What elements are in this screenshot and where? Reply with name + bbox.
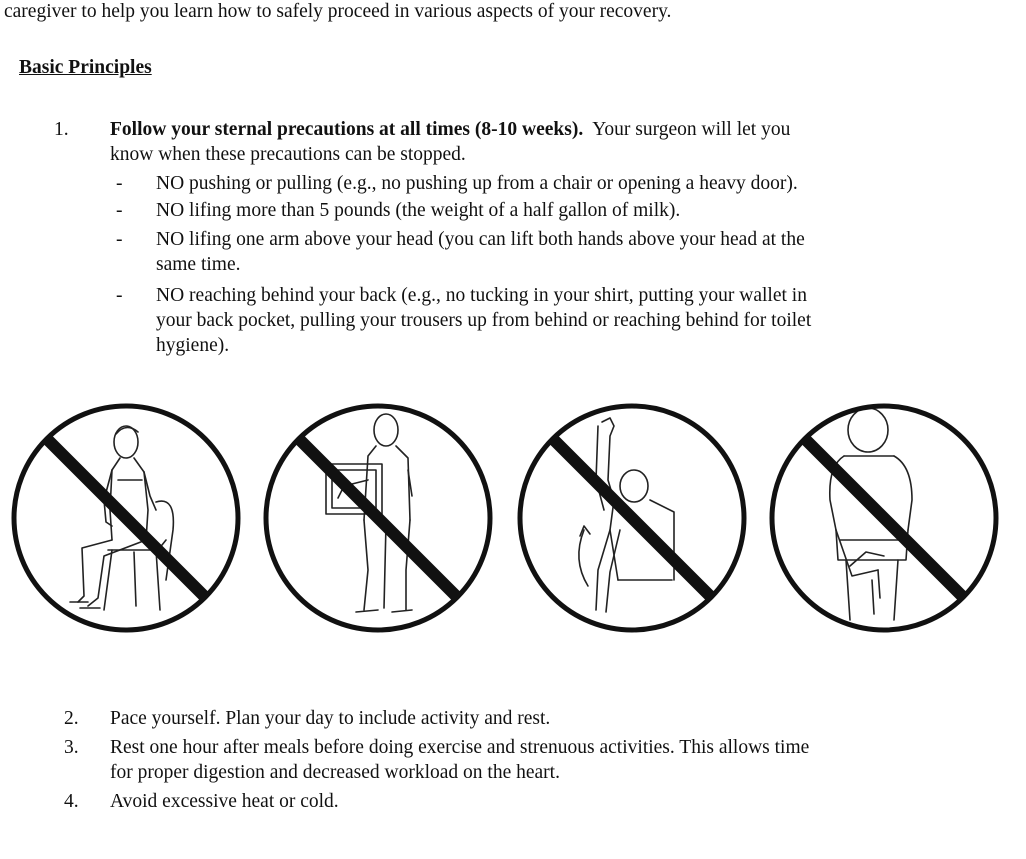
list-item-text: Rest one hour after meals before doing exercise and strenuous activities. This allows time <box>110 737 810 758</box>
list-item-text: know when these precautions can be stopped. <box>110 144 466 165</box>
list-number: 3. <box>64 737 79 758</box>
bullet-dash: - <box>116 173 123 194</box>
list-number: 1. <box>54 119 69 140</box>
precaution-text: Your surgeon will let you <box>592 119 791 140</box>
bullet-line: NO lifing more than 5 pounds (the weight of a half gallon of milk). <box>156 200 681 221</box>
no-pushing-up-from-chair-icon <box>8 400 244 636</box>
bullet-line: NO reaching behind your back (e.g., no tucking in your shirt, putting your wallet in <box>156 285 807 306</box>
precaution-illustrations <box>0 400 1026 640</box>
list-item-text: Avoid excessive heat or cold. <box>110 791 339 812</box>
list-number: 4. <box>64 791 79 812</box>
list-item-text <box>110 118 790 142</box>
list-item-text: Pace yourself. Plan your day to include activity and rest. <box>110 708 551 729</box>
bullet-line: hygiene). <box>156 335 230 356</box>
bullet-line: NO lifing one arm above your head (you can lift both hands above your head at the <box>156 229 805 250</box>
bullet-dash: - <box>116 285 123 306</box>
bullet-line: your back pocket, pulling your trousers up from behind or reaching behind for toilet <box>156 310 812 331</box>
no-reaching-behind-back-icon <box>766 400 1002 636</box>
bullet-dash: - <box>116 200 123 221</box>
bullet-line: NO pushing or pulling (e.g., no pushing up from a chair or opening a heavy door). <box>156 173 798 194</box>
bullet-dash: - <box>116 229 123 250</box>
no-lifting-box-icon <box>260 400 496 636</box>
precaution-bold-text: Follow your sternal precautions at all times (8-10 weeks). <box>110 119 584 140</box>
bullet-line: same time. <box>156 254 241 275</box>
intro-line: caregiver to help you learn how to safely proceed in various aspects of your recovery. <box>4 1 672 22</box>
list-number: 2. <box>64 708 79 729</box>
no-lifting-arm-overhead-icon <box>514 400 750 636</box>
list-item-text: for proper digestion and decreased workload on the heart. <box>110 762 560 783</box>
section-heading: Basic Principles <box>19 57 152 78</box>
